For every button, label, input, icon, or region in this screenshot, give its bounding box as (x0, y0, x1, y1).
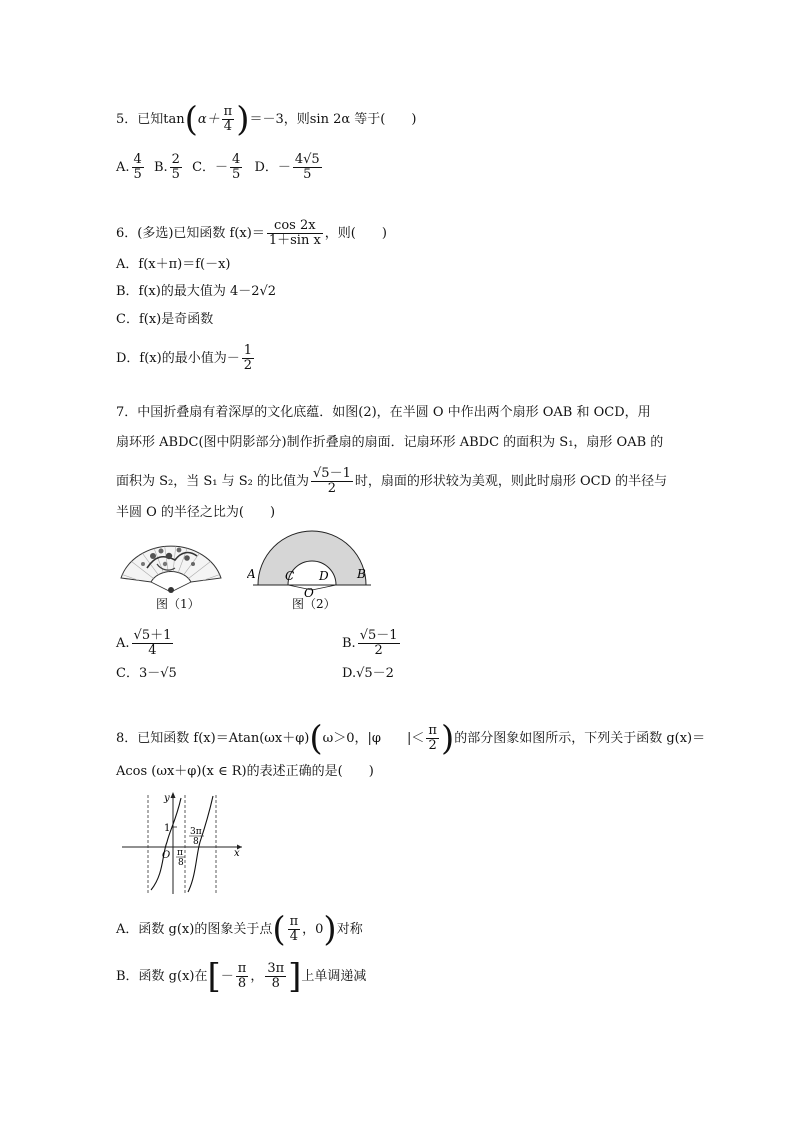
graph-3pi-den: 8 (193, 837, 199, 847)
graph-origin-label: O (162, 850, 171, 861)
q7-line3: 面积为 S₂，当 S₁ 与 S₂ 的比值为 $\frac{√5-1}{2}$ 时，扇面的形状较为美观，则此时扇形 OCD 的半径与 (116, 466, 668, 496)
q6-option-a[interactable]: A．f(x＋π)＝f(－x) (116, 257, 231, 272)
q7-line4: 半圆 O 的半径之比为( ) (116, 505, 276, 520)
q6-option-b[interactable]: B．f(x)的最大值为 4－2√2 (116, 284, 277, 299)
q5-option-a[interactable]: A. $\frac{4}{5}$ (116, 152, 142, 182)
q5-pi-over-4: $\frac{\pi}{4}$ (223, 104, 233, 134)
q7-ratio: $\frac{√5-1}{2}$ (313, 466, 351, 496)
graph-pi-den: 8 (178, 858, 184, 868)
q7-line1: 7．中国折叠扇有着深厚的文化底蕴．如图(2)，在半圆 O 中作出两个扇形 OAB 和 OCD，用 (116, 405, 651, 420)
q5-eq: ＝－3，则sin 2α 等于( ) (249, 112, 417, 127)
q8-option-b[interactable]: B．函数 g(x)在[－ $\frac{\pi}{8}$ ， $\frac{3\pi}{8}$ ]上单调递减 (116, 956, 367, 997)
graph-3pi-label: 3π (190, 827, 202, 837)
graph-x-label: x (234, 848, 240, 859)
q7-option-d[interactable]: D.√5－2 (342, 666, 394, 681)
q5-alpha: α＋ (197, 112, 220, 127)
q5-option-d[interactable]: D．－ $\frac{4√5}{5}$ (254, 152, 320, 182)
q7-line2: 扇环形 ABDC(图中阴影部分)制作折叠扇的扇面．记扇环形 ABDC 的面积为 S₁，扇形 OAB 的 (116, 435, 664, 450)
graph-one-label: 1 (164, 823, 171, 834)
q6-option-d[interactable]: D．f(x)的最小值为－ $\frac{1}{2}$ (116, 343, 252, 373)
q7-option-b[interactable]: B. $\frac{√5-1}{2}$ (342, 628, 398, 658)
q6-stem: 6．(多选)已知函数 f(x)＝ $\frac{\cos 2x}{\text{1＋sin x}}$ ，则( ) (116, 218, 387, 248)
q5-options (116, 153, 324, 182)
q5-option-b[interactable]: B. $\frac{2}{5}$ (153, 152, 180, 182)
q7-annulus-figure (247, 528, 377, 598)
q7-option-a[interactable]: A. $\frac{√5+1}{4}$ (116, 628, 172, 658)
graph-pi-label: π (177, 848, 183, 858)
q5-option-c[interactable]: C．－ $\frac{4}{5}$ (192, 152, 241, 182)
q6-option-c[interactable]: C．f(x)是奇函数 (116, 312, 214, 327)
q6-fraction: $\frac{\cos 2x}{\text{1＋sin x}}$ (268, 218, 321, 248)
q8-line2: Acos (ωx＋φ)(x ∈ R)的表述正确的是( ) (116, 764, 374, 779)
q7-fig2-caption: 图（2） (292, 597, 336, 611)
fig2-label-c: C (285, 569, 295, 583)
fig2-label-o: O (304, 586, 314, 598)
q8-option-a[interactable]: A．函数 g(x)的图象关于点( $\frac{\pi}{4}$ ，0)对称 (116, 909, 363, 950)
q8-tan-graph (118, 790, 248, 896)
fig2-label-a: A (247, 567, 256, 581)
q7-fan-illustration (117, 534, 225, 594)
q5-stem: 5．已知tan(α＋ $\frac{\pi}{4}$ )＝－3，则sin 2α 等于( ) (116, 99, 417, 140)
q8-line1: 8．已知函数 f(x)＝Atan(ωx＋φ)(ω＞0，|φ |＜ $\frac{\pi}{2}$ )的部分图象如图所示，下列关于函数 g(x)＝ (116, 718, 706, 759)
graph-y-label: y (164, 793, 170, 804)
q5-prefix: 5．已知tan (116, 112, 185, 127)
q7-option-c[interactable]: C．3－√5 (116, 666, 177, 681)
fig2-label-d: D (319, 569, 329, 583)
fig2-label-b: B (357, 567, 366, 581)
q7-fig1-caption: 图（1） (156, 597, 200, 611)
